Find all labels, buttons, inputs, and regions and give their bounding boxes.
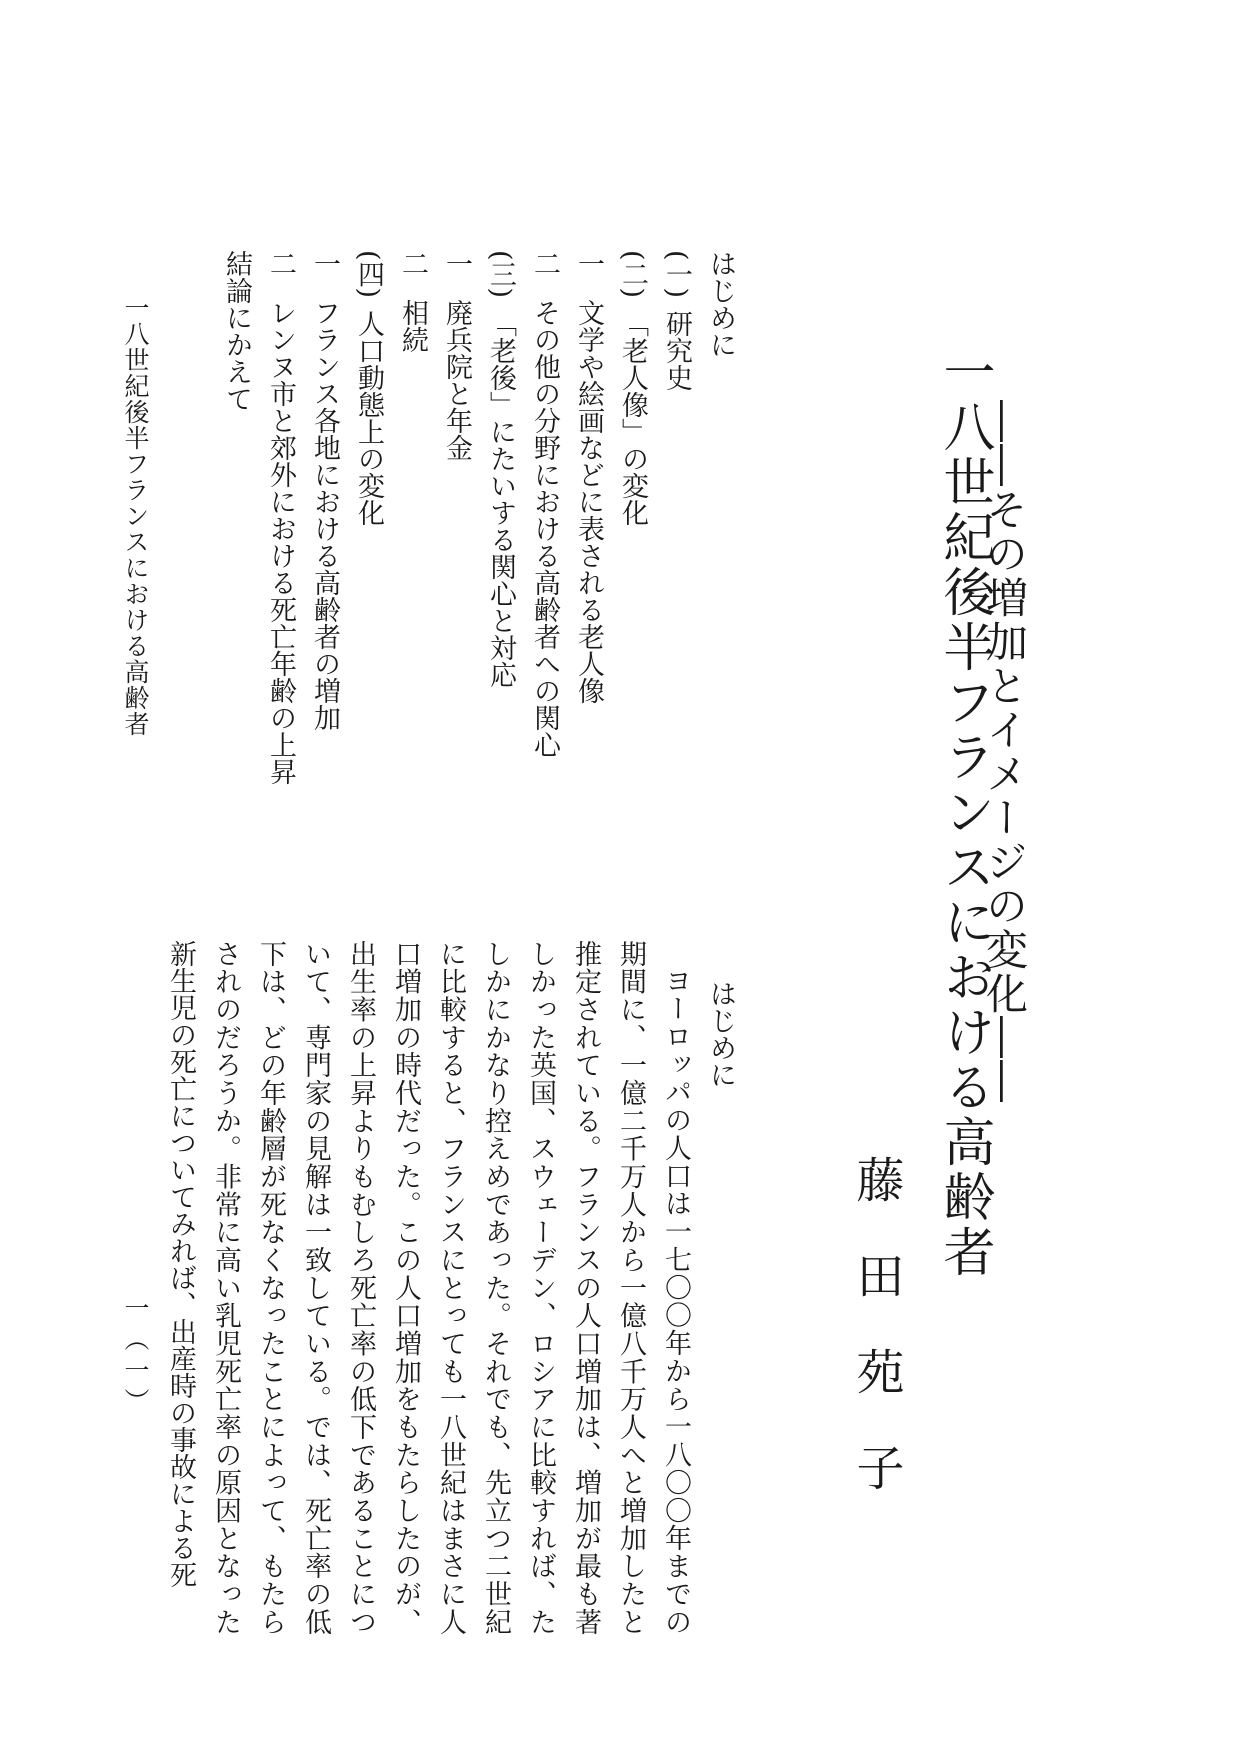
toc-item xyxy=(478,250,522,850)
toc-item-number: 二 xyxy=(529,250,560,277)
article-subtitle: ――その増加とイメージの変化―― xyxy=(980,400,1029,1104)
author-name: 藤田苑子 xyxy=(848,1155,904,1539)
running-head: 一八世紀後半フランスにおける高齢者 xyxy=(121,295,150,737)
toc-item-number: 一 xyxy=(441,250,472,277)
toc-item-number: (二) xyxy=(617,250,648,299)
toc-item-number: 二 xyxy=(397,250,428,277)
toc-item xyxy=(214,250,258,850)
table-of-contents xyxy=(214,250,742,850)
body-section xyxy=(158,940,742,1635)
toc-item-number: 二 xyxy=(265,250,296,277)
toc-item xyxy=(698,250,742,850)
toc-item xyxy=(302,250,346,850)
article-title: 一八世紀後半フランスにおける高齢者 xyxy=(934,345,994,1280)
toc-item xyxy=(434,250,478,850)
toc-item-number: (一) xyxy=(661,250,692,299)
page-number: 一（一） xyxy=(121,1295,150,1419)
toc-item xyxy=(610,250,654,850)
toc-item-label: フランス各地における高齢者の増加 xyxy=(309,299,340,731)
toc-item-label: 「老後」にたいする関心と対応 xyxy=(485,310,516,689)
toc-item-label: 研究史 xyxy=(661,310,692,392)
toc-item-number: (四) xyxy=(353,250,384,299)
toc-item-label: 文学や絵画などに表される老人像 xyxy=(573,299,604,704)
toc-item-label: 結論にかえて xyxy=(221,250,252,412)
toc-item xyxy=(522,250,566,850)
toc-item-number: (三) xyxy=(485,250,516,299)
toc-item-label: レンヌ市と郊外における死亡年齢の上昇 xyxy=(265,299,296,785)
toc-item xyxy=(258,250,302,850)
toc-item-label: 相続 xyxy=(397,299,428,353)
body-paragraph: ヨーロッパの人口は一七〇〇年から一八〇〇年までの期間に、一億二千万人から一億八千万人へと増加したと推定されている。フランスの人口増加は、増加が最も著しかった英国、スウェーデン、ロシアに比較すれば、たしかにかなり控えめであった。それでも、先立つ二世紀に比較すると、フランスにとっても一八世紀はまさに人口増加の時代だった。この人口増加をもたらしたのが、出生率の上昇よりもむしろ死亡率の低下であることについて、専門家の見解は一致している。では、死亡率の低下は、どの年齢層が死なくなったことによって、もたらされのだろうか。非常に高い乳児死亡率の原因となった新生児の死亡についてみれば、出産時の事故による死 xyxy=(165,940,691,1635)
section-heading: はじめに xyxy=(705,980,736,1088)
toc-item-label: 人口動態上の変化 xyxy=(353,310,384,527)
toc-item-label: はじめに xyxy=(705,250,736,358)
toc-item-label: その他の分野における高齢者への関心 xyxy=(529,299,560,758)
toc-item xyxy=(566,250,610,850)
toc-item xyxy=(346,250,390,850)
toc-item-label: 「老人像」の変化 xyxy=(617,310,648,527)
toc-item-number: 一 xyxy=(309,250,340,277)
toc-item-number: 一 xyxy=(573,250,604,277)
toc-item xyxy=(390,250,434,850)
toc-item xyxy=(654,250,698,850)
toc-item-label: 廃兵院と年金 xyxy=(441,299,472,461)
